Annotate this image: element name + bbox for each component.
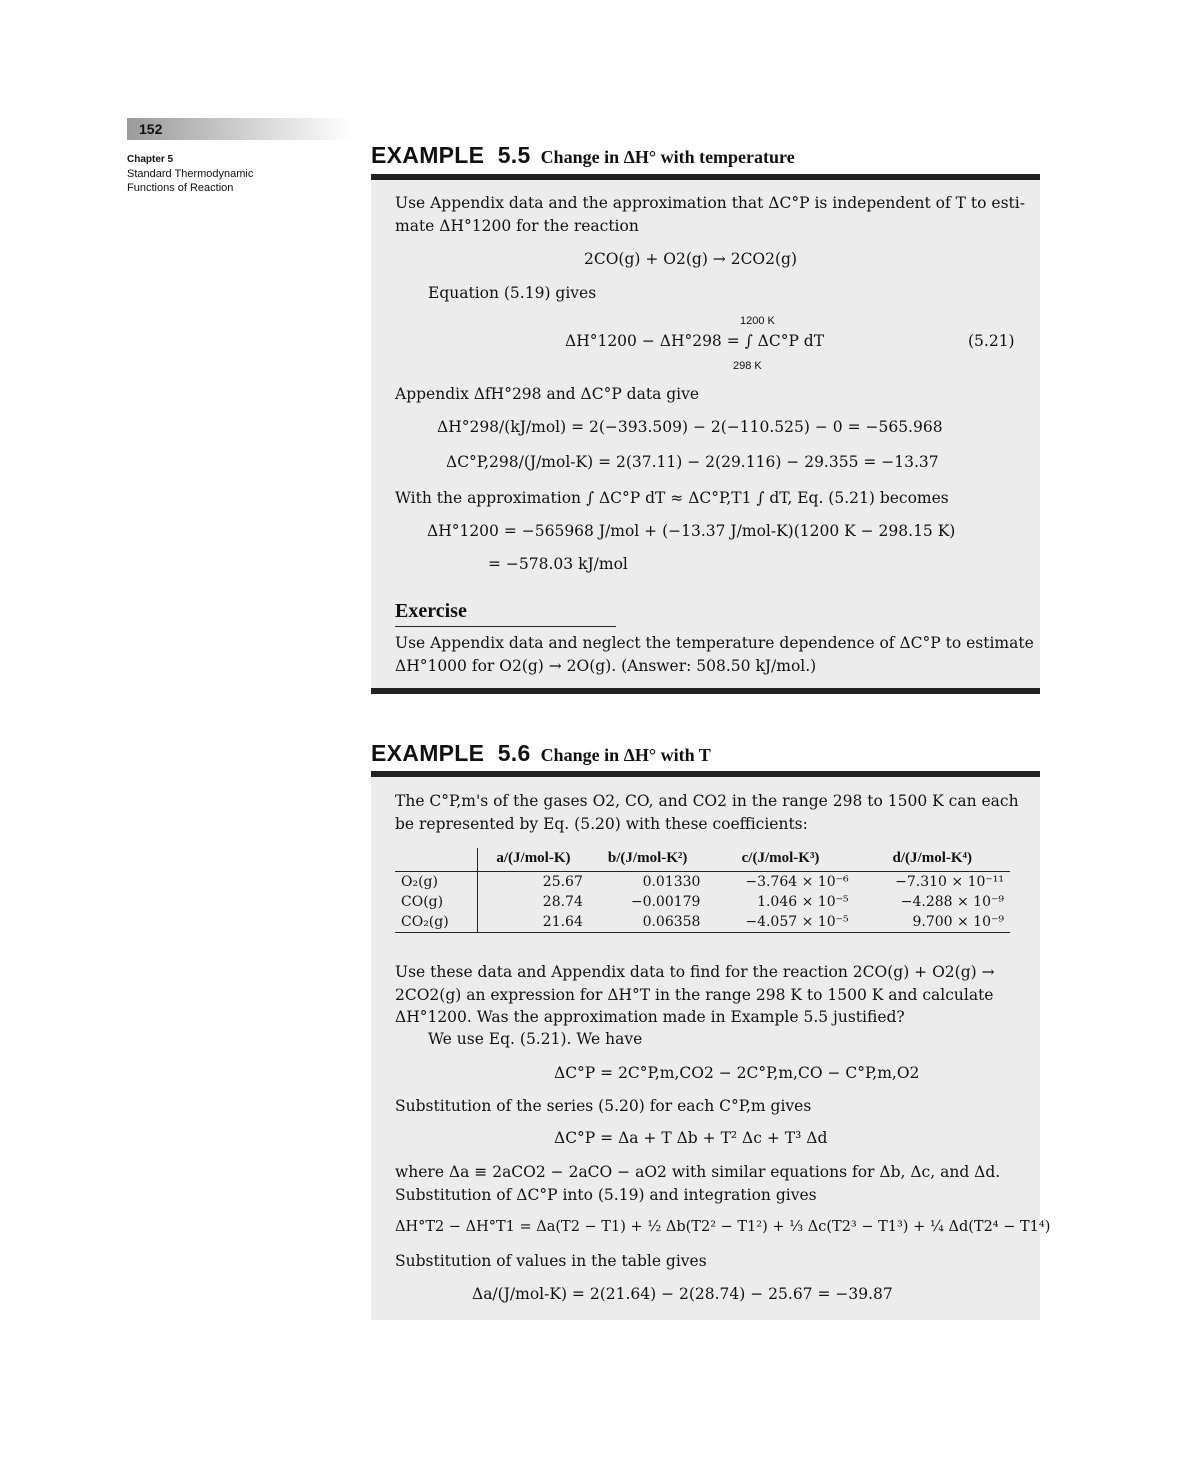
ex56-delta-a-equation: Δa/(J/mol-K) = 2(21.64) − 2(28.74) − 25.67 = −39.87 [472,1285,893,1303]
ex55-reaction: 2CO(g) + O2(g) → 2CO2(g) [584,250,798,268]
exercise-underline [395,626,616,627]
table-cell: 28.74 [542,894,583,910]
example-5-5-bottom-rule [371,688,1040,694]
ex55-delta-h-1200-line-1: ΔH°1200 = −565968 J/mol + (−13.37 J/mol-K)(1200 K − 298.15 K) [427,522,956,540]
ex56-substitution-series: Substitution of the series (5.20) for each C°P,m gives [395,1097,812,1115]
table-cell: 1.046 × 10⁻⁵ [757,894,849,910]
example-5-6-heading [371,740,711,767]
table-cell: 0.06358 [589,912,707,933]
table-cell: O₂(g) [395,872,478,893]
integral-upper-limit: 1200 K [740,315,775,327]
ex56-delta-cp-equation: ΔC°P = 2C°P,m,CO2 − 2C°P,m,CO − C°P,m,O2 [554,1064,920,1082]
ex56-series-equation: ΔC°P = Δa + T Δb + T² Δc + T³ Δd [554,1129,828,1147]
table-header-row [395,848,1010,872]
ex55-equation-gives: Equation (5.19) gives [428,284,597,302]
ex55-intro-line-2: mate ΔH°1200 for the reaction [395,217,639,235]
ex55-delta-h-1200-line-2: = −578.03 kJ/mol [488,555,628,573]
table-cell: −4.288 × 10⁻⁹ [900,894,1004,910]
example-title: Change in ΔH° with temperature [540,147,795,167]
table-header: a/(J/mol-K) [478,848,589,872]
ex56-paragraph-line-3: ΔH°1200. Was the approximation made in Example 5.5 justified? [395,1008,905,1026]
exercise-heading: Exercise [395,600,467,622]
ex56-where-line-1: where Δa ≡ 2aCO2 − 2aCO − aO2 with similar equations for Δb, Δc, and Δd. [395,1163,1001,1181]
table-header: c/(J/mol-K³) [706,848,854,872]
ex56-paragraph-line-2: 2CO2(g) an expression for ΔH°T in the range 298 K to 1500 K and calculate [395,986,994,1004]
table-cell: −7.310 × 10⁻¹¹ [895,874,1004,890]
ex56-intro-line-2: be represented by Eq. (5.20) with these coefficients: [395,815,808,833]
example-label: EXAMPLE 5.5 [371,142,531,168]
ex55-intro-line-1: Use Appendix data and the approximation that ΔC°P is independent of T to esti- [395,194,1025,212]
table-cell: 9.700 × 10⁻⁹ [855,912,1010,933]
table-cell: CO(g) [395,892,478,912]
table-row [395,892,1010,912]
table-cell: 0.01330 [642,874,701,890]
table-cell: 25.67 [542,874,583,890]
ex55-approximation-line: With the approximation ∫ ΔC°P dT ≈ ΔC°P,T1 ∫ dT, Eq. (5.21) becomes [395,489,949,507]
chapter-title-line-2: Functions of Reaction [127,182,234,194]
example-5-5-heading [371,142,795,169]
table-header: d/(J/mol-K⁴) [855,848,1010,872]
table-cell: −4.057 × 10⁻⁵ [706,912,854,933]
table-cell: −0.00179 [630,894,701,910]
ex55-delta-cp-298: ΔC°P,298/(J/mol-K) = 2(37.11) − 2(29.116) − 29.355 = −13.37 [446,453,939,471]
example-title: Change in ΔH° with T [540,745,711,765]
chapter-title-line-1: Standard Thermodynamic [127,168,254,180]
table-header [395,848,478,872]
equation-number-5-21: (5.21) [968,332,1015,350]
ex56-paragraph-line-4: We use Eq. (5.21). We have [428,1030,643,1048]
chapter-label: Chapter 5 [127,154,174,165]
ex56-substitution-values: Substitution of values in the table gives [395,1252,707,1270]
coefficients-table [395,848,1010,933]
ex55-equation-5-21: ΔH°1200 − ΔH°298 = ∫ ΔC°P dT [565,332,825,350]
ex55-appendix-line: Appendix ΔfH°298 and ΔC°P data give [395,385,700,403]
exercise-line-1: Use Appendix data and neglect the temperature dependence of ΔC°P to estimate [395,634,1034,652]
table-row [395,912,1010,933]
table-row [395,872,1010,893]
table-cell: CO₂(g) [395,912,478,933]
page-number: 152 [127,118,352,140]
example-label: EXAMPLE 5.6 [371,740,531,766]
exercise-line-2: ΔH°1000 for O2(g) → 2O(g). (Answer: 508.50 kJ/mol.) [395,657,817,675]
ex56-intro-line-1: The C°P,m's of the gases O2, CO, and CO2 in the range 298 to 1500 K can each [395,792,1019,810]
chapter-margin-note [127,153,253,195]
ex56-paragraph-line-1: Use these data and Appendix data to find for the reaction 2CO(g) + O2(g) → [395,963,995,981]
table-cell: −3.764 × 10⁻⁶ [745,874,849,890]
ex55-delta-h-298: ΔH°298/(kJ/mol) = 2(−393.509) − 2(−110.525) − 0 = −565.968 [437,418,943,436]
ex56-where-line-2: Substitution of ΔC°P into (5.19) and integration gives [395,1186,817,1204]
table-header: b/(J/mol-K²) [589,848,707,872]
table-cell: 21.64 [478,912,589,933]
integral-lower-limit: 298 K [733,360,762,372]
ex56-integrated-equation: ΔH°T2 − ΔH°T1 = Δa(T2 − T1) + ½ Δb(T2² − T1²) + ⅓ Δc(T2³ − T1³) + ¼ Δd(T2⁴ − T1⁴) [395,1219,1051,1235]
